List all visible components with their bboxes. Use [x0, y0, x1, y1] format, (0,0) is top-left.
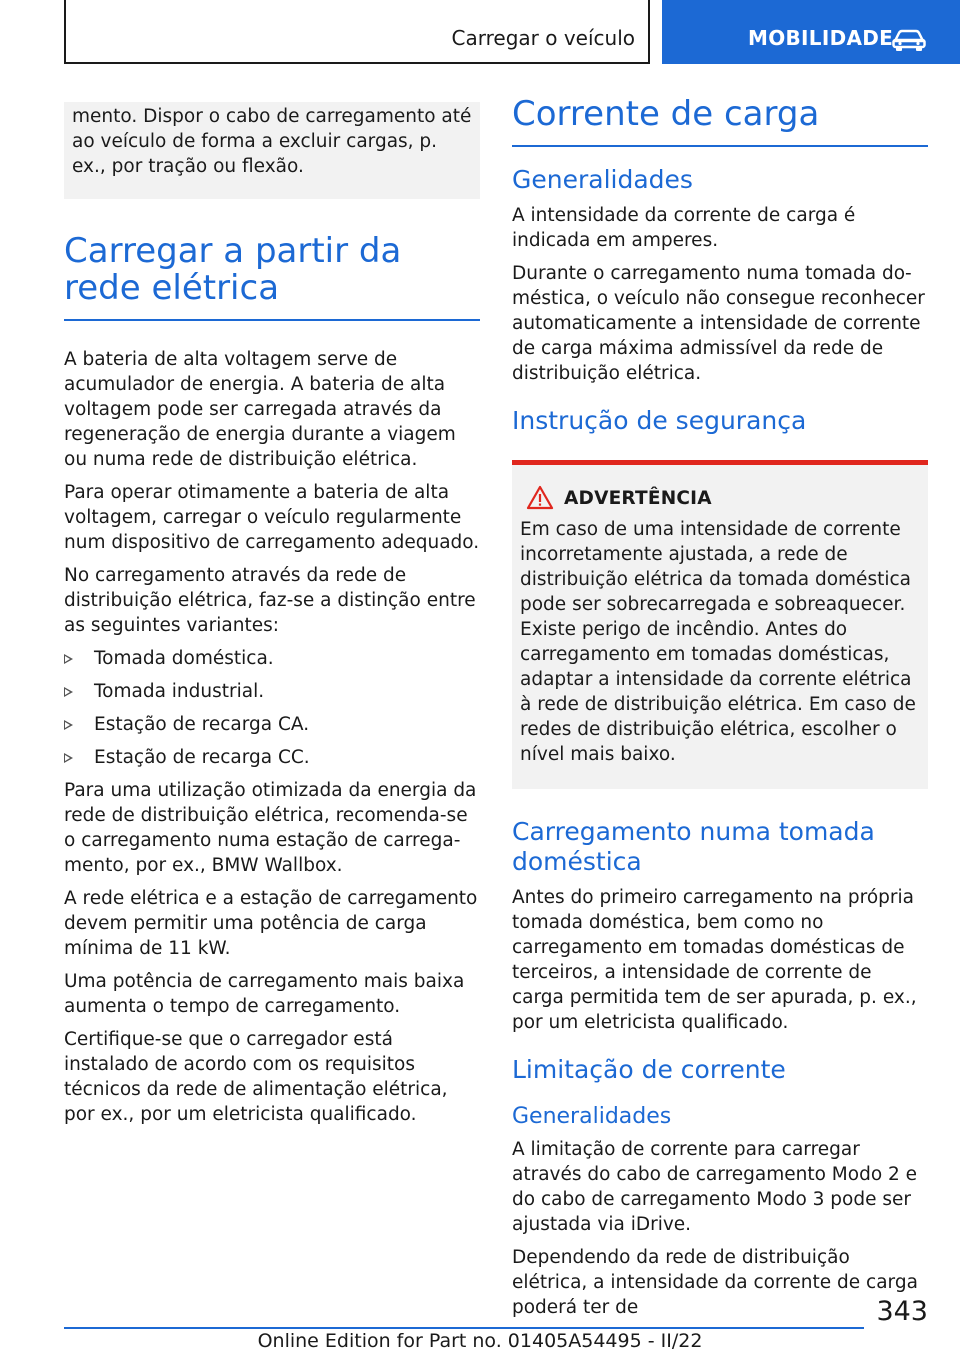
section-title: Carregar o veículo — [451, 26, 635, 50]
section-heading-corrente: Corrente de carga — [512, 94, 820, 134]
section-heading-rede: Carregar a partir da rede elétrica — [64, 231, 402, 308]
continued-note — [64, 102, 480, 199]
paragraph: Antes do primeiro carregamento na própria tomada doméstica, bem como no carregamento em tomadas domésticas de terceiros, a intensidade de corrente de carga permitida tem de ser apurada, p. ex., por um eletricista qualificado. — [512, 887, 917, 1033]
car-icon — [892, 28, 926, 56]
triangle-bullet-icon — [64, 654, 73, 664]
paragraph: A intensidade da corrente de carga é indicada em amperes. — [512, 205, 856, 251]
subheading-generalidades: Generalidades — [512, 165, 693, 194]
warning-text: Em caso de uma intensidade de corrente incorretamente ajustada, a rede de distribuição elétrica da tomada doméstica pode ser sobrecarregada e sobreaquecer. Existe perigo de incêndio. Antes do carregamento em tomadas domésticas, adaptar a intensidade da corrente elétrica à rede de distribuição elétrica. Em caso de redes de distribuição elétrica, escolher o nível mais baixo. — [520, 519, 916, 765]
paragraph: Durante o carregamento numa tomada doméstica, o veículo não consegue reconhecer automaticamente a intensidade de corrente de carga máxima admissível da rede de distribuição elétrica. — [512, 263, 925, 384]
list-item: Estação de recarga CA. — [64, 712, 480, 737]
warning-header — [520, 485, 920, 511]
paragraph: A limitação de corrente para carregar através do cabo de carregamento Modo 2 e do cabo de carregamento Modo 3 pode ser ajustada via iDrive. — [512, 1139, 918, 1235]
right-column — [512, 96, 928, 1328]
variant-list — [64, 646, 480, 770]
paragraph: Dependendo da rede de distribuição elétrica, a intensidade da corrente de carga poderá ter de — [512, 1247, 918, 1318]
triangle-bullet-icon — [64, 720, 73, 730]
paragraph: Para operar otimamente a bateria de alta voltagem, carregar o veículo regularmente num dispositivo de carregamento adequado. — [64, 482, 480, 553]
list-item: Estação de recarga CC. — [64, 745, 480, 770]
paragraph: Certifique-se que o carregador está instalado de acordo com os requisitos técnicos da rede de alimentação elétrica, por ex., por um eletricista qualificado. — [64, 1029, 448, 1125]
footer-rule — [64, 1327, 864, 1329]
paragraph: Uma potência de carregamento mais baixa aumenta o tempo de carregamento. — [64, 971, 465, 1017]
continued-text: mento. Dispor o cabo de carregamento até ao veículo de forma a excluir cargas, p. ex., por tração ou flexão. — [72, 106, 472, 177]
heading-rule — [512, 145, 928, 147]
tab-mobilidade[interactable] — [662, 0, 960, 64]
paragraph: A rede elétrica e a estação de carregamento devem permitir uma potência de carga mínima de 11 kW. — [64, 888, 478, 959]
warning-box — [512, 460, 928, 789]
subheading-generalidades-2: Generalidades — [512, 1104, 672, 1129]
paragraph: Para uma utilização otimizada da energia da rede de distribuição elétrica, recomenda-se o carregamento numa estação de carregamento, por ex., BMW Wallbox. — [64, 780, 477, 876]
edition-footer: Online Edition for Part no. 01405A54495 - II/22 — [257, 1330, 703, 1352]
subheading-limitacao: Limitação de corrente — [512, 1055, 786, 1084]
left-column — [64, 102, 480, 1135]
paragraph: No carregamento através da rede de distribuição elétrica, faz-se a distinção entre as seguintes variantes: — [64, 565, 476, 636]
page-number: 343 — [876, 1296, 928, 1327]
heading-rule — [64, 319, 480, 321]
warning-triangle-icon — [526, 485, 554, 511]
paragraph: A bateria de alta voltagem serve de acumulador de energia. A bateria de alta voltagem pode ser carregada através da regeneração de energia durante a viagem ou numa rede de distribuição elétrica. — [64, 349, 456, 470]
triangle-bullet-icon — [64, 753, 73, 763]
tab-mobilidade-label: MOBILIDADE — [748, 26, 894, 50]
subheading-seguranca: Instrução de segurança — [512, 406, 807, 435]
list-item: Tomada doméstica. — [64, 646, 480, 671]
triangle-bullet-icon — [64, 687, 73, 697]
warning-title: ADVERTÊNCIA — [564, 487, 712, 509]
subheading-tomada-domestica: Carregamento numa tomada doméstica — [512, 817, 875, 876]
list-item: Tomada industrial. — [64, 679, 480, 704]
